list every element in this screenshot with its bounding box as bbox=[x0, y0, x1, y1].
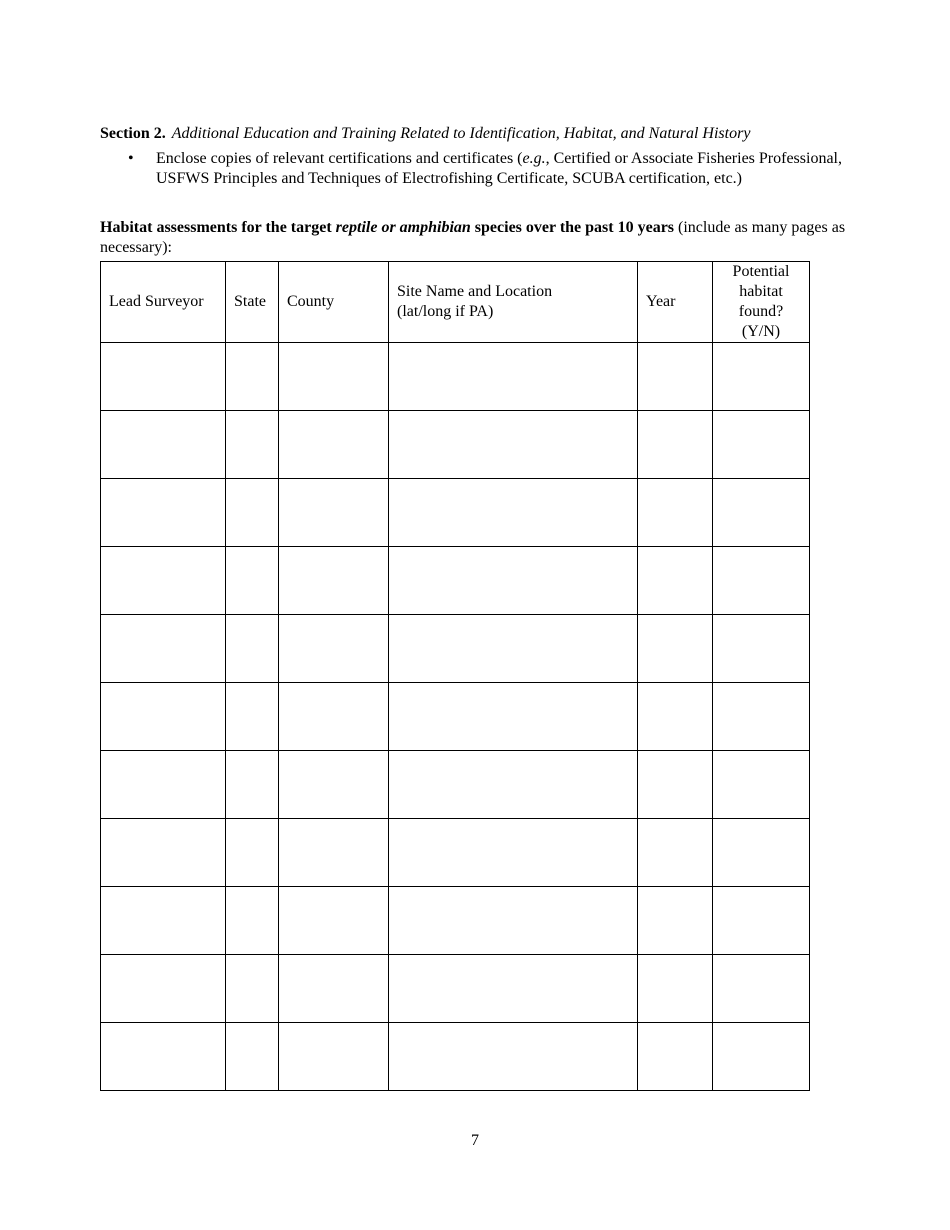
section-label: Section 2. bbox=[100, 125, 166, 142]
cell-site-name-location[interactable] bbox=[389, 343, 638, 411]
cell-county[interactable] bbox=[279, 615, 389, 683]
species-type: reptile or amphibian bbox=[335, 219, 471, 236]
table-row bbox=[101, 1023, 810, 1091]
page-number: 7 bbox=[471, 1132, 479, 1149]
section-heading bbox=[100, 124, 750, 144]
cell-year[interactable] bbox=[638, 615, 713, 683]
header-county: County bbox=[279, 262, 389, 343]
table-row bbox=[101, 479, 810, 547]
cell-lead-surveyor[interactable] bbox=[101, 615, 226, 683]
eg-abbrev: e.g. bbox=[522, 150, 546, 167]
cell-state[interactable] bbox=[226, 819, 279, 887]
cell-site-name-location[interactable] bbox=[389, 887, 638, 955]
table-row bbox=[101, 751, 810, 819]
cell-lead-surveyor[interactable] bbox=[101, 819, 226, 887]
cell-state[interactable] bbox=[226, 547, 279, 615]
cell-lead-surveyor[interactable] bbox=[101, 479, 226, 547]
table-header-row bbox=[101, 262, 810, 343]
cell-lead-surveyor[interactable] bbox=[101, 683, 226, 751]
cell-state[interactable] bbox=[226, 683, 279, 751]
cell-year[interactable] bbox=[638, 819, 713, 887]
cell-potential-habitat[interactable] bbox=[713, 479, 810, 547]
cell-site-name-location[interactable] bbox=[389, 819, 638, 887]
table-row bbox=[101, 683, 810, 751]
cell-site-name-location[interactable] bbox=[389, 751, 638, 819]
cell-potential-habitat[interactable] bbox=[713, 819, 810, 887]
cell-lead-surveyor[interactable] bbox=[101, 955, 226, 1023]
cell-potential-habitat[interactable] bbox=[713, 411, 810, 479]
cell-lead-surveyor[interactable] bbox=[101, 411, 226, 479]
cell-year[interactable] bbox=[638, 479, 713, 547]
cell-lead-surveyor[interactable] bbox=[101, 1023, 226, 1091]
cell-site-name-location[interactable] bbox=[389, 683, 638, 751]
table-row bbox=[101, 615, 810, 683]
header-lead-surveyor: Lead Surveyor bbox=[101, 262, 226, 343]
cell-county[interactable] bbox=[279, 547, 389, 615]
table-row bbox=[101, 547, 810, 615]
cell-potential-habitat[interactable] bbox=[713, 683, 810, 751]
cell-county[interactable] bbox=[279, 411, 389, 479]
habitat-assessment-table bbox=[100, 261, 810, 1091]
instruction-bullet bbox=[128, 149, 848, 189]
bullet-text: Enclose copies of relevant certifications and certificates (e.g., Certified or Associate Fisheries Professional, USFWS Principles and Techniques of Electrofishing Certificate, SCUBA certification, etc.) bbox=[156, 150, 842, 187]
section-title: Additional Education and Training Related to Identification, Habitat, and Natural History bbox=[171, 125, 751, 142]
cell-county[interactable] bbox=[279, 1023, 389, 1091]
header-year: Year bbox=[638, 262, 713, 343]
cell-year[interactable] bbox=[638, 343, 713, 411]
cell-year[interactable] bbox=[638, 955, 713, 1023]
cell-site-name-location[interactable] bbox=[389, 615, 638, 683]
table-body bbox=[101, 343, 810, 1091]
table-row bbox=[101, 819, 810, 887]
cell-year[interactable] bbox=[638, 411, 713, 479]
cell-county[interactable] bbox=[279, 751, 389, 819]
cell-state[interactable] bbox=[226, 615, 279, 683]
cell-state[interactable] bbox=[226, 955, 279, 1023]
cell-county[interactable] bbox=[279, 479, 389, 547]
cell-site-name-location[interactable] bbox=[389, 411, 638, 479]
table-row bbox=[101, 343, 810, 411]
cell-year[interactable] bbox=[638, 1023, 713, 1091]
cell-county[interactable] bbox=[279, 955, 389, 1023]
cell-year[interactable] bbox=[638, 751, 713, 819]
cell-state[interactable] bbox=[226, 887, 279, 955]
table-row bbox=[101, 887, 810, 955]
cell-county[interactable] bbox=[279, 819, 389, 887]
cell-year[interactable] bbox=[638, 547, 713, 615]
table-row bbox=[101, 411, 810, 479]
cell-site-name-location[interactable] bbox=[389, 479, 638, 547]
cell-potential-habitat[interactable] bbox=[713, 343, 810, 411]
cell-lead-surveyor[interactable] bbox=[101, 343, 226, 411]
cell-potential-habitat[interactable] bbox=[713, 547, 810, 615]
cell-potential-habitat[interactable] bbox=[713, 751, 810, 819]
cell-lead-surveyor[interactable] bbox=[101, 751, 226, 819]
cell-county[interactable] bbox=[279, 887, 389, 955]
cell-lead-surveyor[interactable] bbox=[101, 547, 226, 615]
cell-state[interactable] bbox=[226, 751, 279, 819]
cell-year[interactable] bbox=[638, 887, 713, 955]
cell-state[interactable] bbox=[226, 411, 279, 479]
cell-site-name-location[interactable] bbox=[389, 955, 638, 1023]
cell-state[interactable] bbox=[226, 1023, 279, 1091]
header-state: State bbox=[226, 262, 279, 343]
bullet-icon: • bbox=[128, 150, 134, 167]
table-intro: Habitat assessments for the target reptile or amphibian species over the past 10 years (include as many pages as necessary): bbox=[100, 219, 846, 256]
cell-state[interactable] bbox=[226, 479, 279, 547]
cell-potential-habitat[interactable] bbox=[713, 1023, 810, 1091]
cell-potential-habitat[interactable] bbox=[713, 615, 810, 683]
cell-site-name-location[interactable] bbox=[389, 547, 638, 615]
cell-site-name-location[interactable] bbox=[389, 1023, 638, 1091]
header-potential-habitat: Potential habitat found? (Y/N) bbox=[713, 262, 810, 343]
table-row bbox=[101, 955, 810, 1023]
header-site-name-location: Site Name and Location (lat/long if PA) bbox=[389, 262, 638, 343]
cell-year[interactable] bbox=[638, 683, 713, 751]
cell-county[interactable] bbox=[279, 343, 389, 411]
cell-potential-habitat[interactable] bbox=[713, 887, 810, 955]
cell-lead-surveyor[interactable] bbox=[101, 887, 226, 955]
cell-state[interactable] bbox=[226, 343, 279, 411]
cell-potential-habitat[interactable] bbox=[713, 955, 810, 1023]
cell-county[interactable] bbox=[279, 683, 389, 751]
